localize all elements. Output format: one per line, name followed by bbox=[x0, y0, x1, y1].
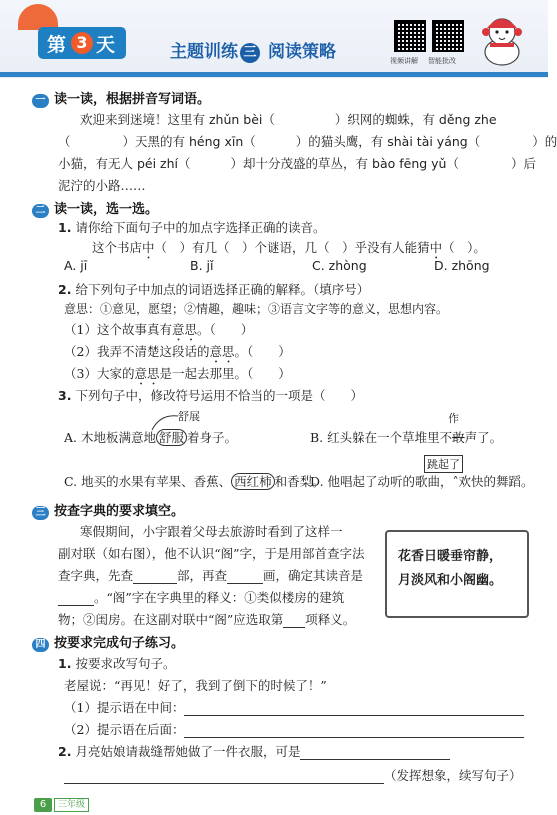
q2-1-option-d[interactable]: D. zhōng bbox=[434, 258, 490, 273]
continue-sentence-input-2[interactable] bbox=[64, 768, 384, 784]
continue-sentence-input-1[interactable] bbox=[300, 744, 450, 760]
q4-1-prompt: 1. 按要求改写句子。 bbox=[58, 656, 176, 671]
section2-title: 二 读一读，选一选。 bbox=[32, 198, 158, 218]
grading-qr-code-icon[interactable] bbox=[432, 20, 464, 52]
section3-title: 三 按查字典的要求填空。 bbox=[32, 500, 184, 520]
header-divider bbox=[0, 72, 548, 77]
q2-3-a-correction: 舒展 bbox=[178, 410, 200, 423]
day-number: 3 bbox=[71, 32, 93, 54]
reading-blank[interactable] bbox=[58, 590, 94, 606]
q2-1-option-c[interactable]: C. zhòng bbox=[312, 258, 367, 273]
q2-1-option-a[interactable]: A. jī bbox=[64, 258, 88, 273]
video-qr-code-icon[interactable] bbox=[394, 20, 426, 52]
meaning-blank[interactable] bbox=[283, 612, 305, 628]
q2-2-meanings: 意思：①意见，愿望；②情趣，趣味；③语言文字等的意义，思想内容。 bbox=[64, 302, 449, 316]
stroke-blank[interactable] bbox=[227, 568, 263, 584]
rewrite-end-input[interactable] bbox=[184, 722, 524, 738]
q4-1-quote: 老屋说：“再见！好了，我到了倒下的时候了！” bbox=[64, 678, 327, 693]
section3-line-3: 查字典，先查 部，再查 画，确定其读音是 bbox=[58, 568, 364, 583]
q2-1-sentence: 这个书店中（ ）有几（ ）个谜语，几（ ）乎没有人能猜中（ ）。 bbox=[92, 240, 486, 255]
q2-3-option-c[interactable]: C. 地买的水果有苹果、香蕉、 西红柿 和香梨。 bbox=[64, 474, 325, 489]
q2-2-prompt: 2. 给下列句子中加点的词语选择正确的解释。（填序号） bbox=[58, 282, 370, 297]
section3-line-5: 物；②闺房。在这副对联中“阁”应选取第 项释义。 bbox=[58, 612, 356, 627]
section3-icon: 三 bbox=[32, 506, 49, 520]
rewrite-middle-input[interactable] bbox=[184, 700, 524, 716]
section1-line-4: 泥泞的小路…… bbox=[58, 178, 146, 193]
q2-2-item-3: （3）大家的意思是一起去那里。（ ） bbox=[64, 366, 291, 381]
section4-icon: 四 bbox=[32, 638, 49, 652]
couplet-text: 花香日暖垂帘静， 月淡风和小阁幽。 bbox=[398, 549, 503, 588]
section1-line-2: （ ）天黑的有 héng xīn（ ）的猫头鹰，有 shài tài yáng（ ）的 bbox=[58, 134, 557, 149]
q4-1-item-1: （1）提示语在中间： bbox=[64, 698, 524, 716]
q2-3-d-correction: 跳起了 bbox=[424, 455, 463, 473]
q2-2-item-1: （1）这个故事真有意思。（ ） bbox=[64, 322, 254, 337]
grade-label: 三年级 bbox=[54, 798, 89, 812]
page-number: 6 bbox=[34, 798, 52, 812]
q2-3-option-a[interactable]: A. 木地板满意地 舒服 着身子。 bbox=[64, 430, 238, 445]
q2-3-b-correction: 作 bbox=[448, 412, 459, 425]
section3-line-1: 寒假期间，小宇跟着父母去旅游时看到了这样一 bbox=[80, 524, 343, 539]
section4-title: 四 按要求完成句子练习。 bbox=[32, 632, 184, 652]
topic-number: 三 bbox=[240, 43, 260, 63]
q4-2-prompt: 2. 月亮姑娘请裁缝帮她做了一件衣服，可是 bbox=[58, 742, 450, 760]
day-prefix: 第 bbox=[46, 33, 68, 56]
q2-2-item-2: （2）我弄不清楚这段话的意思。（ ） bbox=[64, 344, 291, 359]
section2-icon: 二 bbox=[32, 204, 49, 218]
topic-title bbox=[170, 37, 336, 63]
topic-name: 阅读策略 bbox=[268, 42, 336, 62]
q4-2-line-2: （发挥想象，续写句子） bbox=[64, 766, 522, 784]
section1-line-1: 欢迎来到迷境！这里有 zhǔn bèi（ ）织网的蜘蛛，有 děng zhe bbox=[80, 112, 497, 127]
q2-3-option-b[interactable]: B. 红头躲在一个草堆里不敢声了。 bbox=[310, 430, 503, 445]
q2-1-option-b[interactable]: B. jǐ bbox=[190, 258, 214, 273]
q4-1-item-2: （2）提示语在后面： bbox=[64, 720, 524, 738]
section1-title: 一 读一读，根据拼音写词语。 bbox=[32, 88, 210, 108]
q2-1-prompt: 1. 请你给下面句子中的加点字选择正确的读音。 bbox=[58, 220, 326, 235]
video-qr-label: 视频讲解 bbox=[390, 57, 418, 65]
radical-blank[interactable] bbox=[133, 568, 177, 584]
section3-line-4: 。“阁”字在字典里的释义：①类似楼房的建筑 bbox=[58, 588, 344, 606]
section1-line-3: 小猫，有无人 péi zhí（ ）却十分茂盛的草丛，有 bào fēng yǔ（ ）后 bbox=[58, 156, 537, 171]
grading-qr-label: 智能批改 bbox=[428, 57, 456, 65]
q2-3-prompt: 3. 下列句子中，修改符号运用不恰当的一项是（ ） bbox=[58, 388, 363, 403]
section3-line-2: 副对联（如右图），他不认识“阁”字，于是用部首查字法 bbox=[58, 546, 365, 561]
q2-3-option-d[interactable]: D. 他唱起了动听的歌曲，˄欢快的舞蹈。 bbox=[310, 474, 534, 489]
topic-prefix: 主题训练 bbox=[170, 42, 238, 62]
day-suffix: 天 bbox=[96, 33, 118, 56]
day-badge bbox=[38, 27, 126, 59]
snowman-mascot-icon bbox=[478, 14, 526, 66]
section1-icon: 一 bbox=[32, 94, 49, 108]
insert-mark-icon: ˄ bbox=[452, 474, 459, 489]
